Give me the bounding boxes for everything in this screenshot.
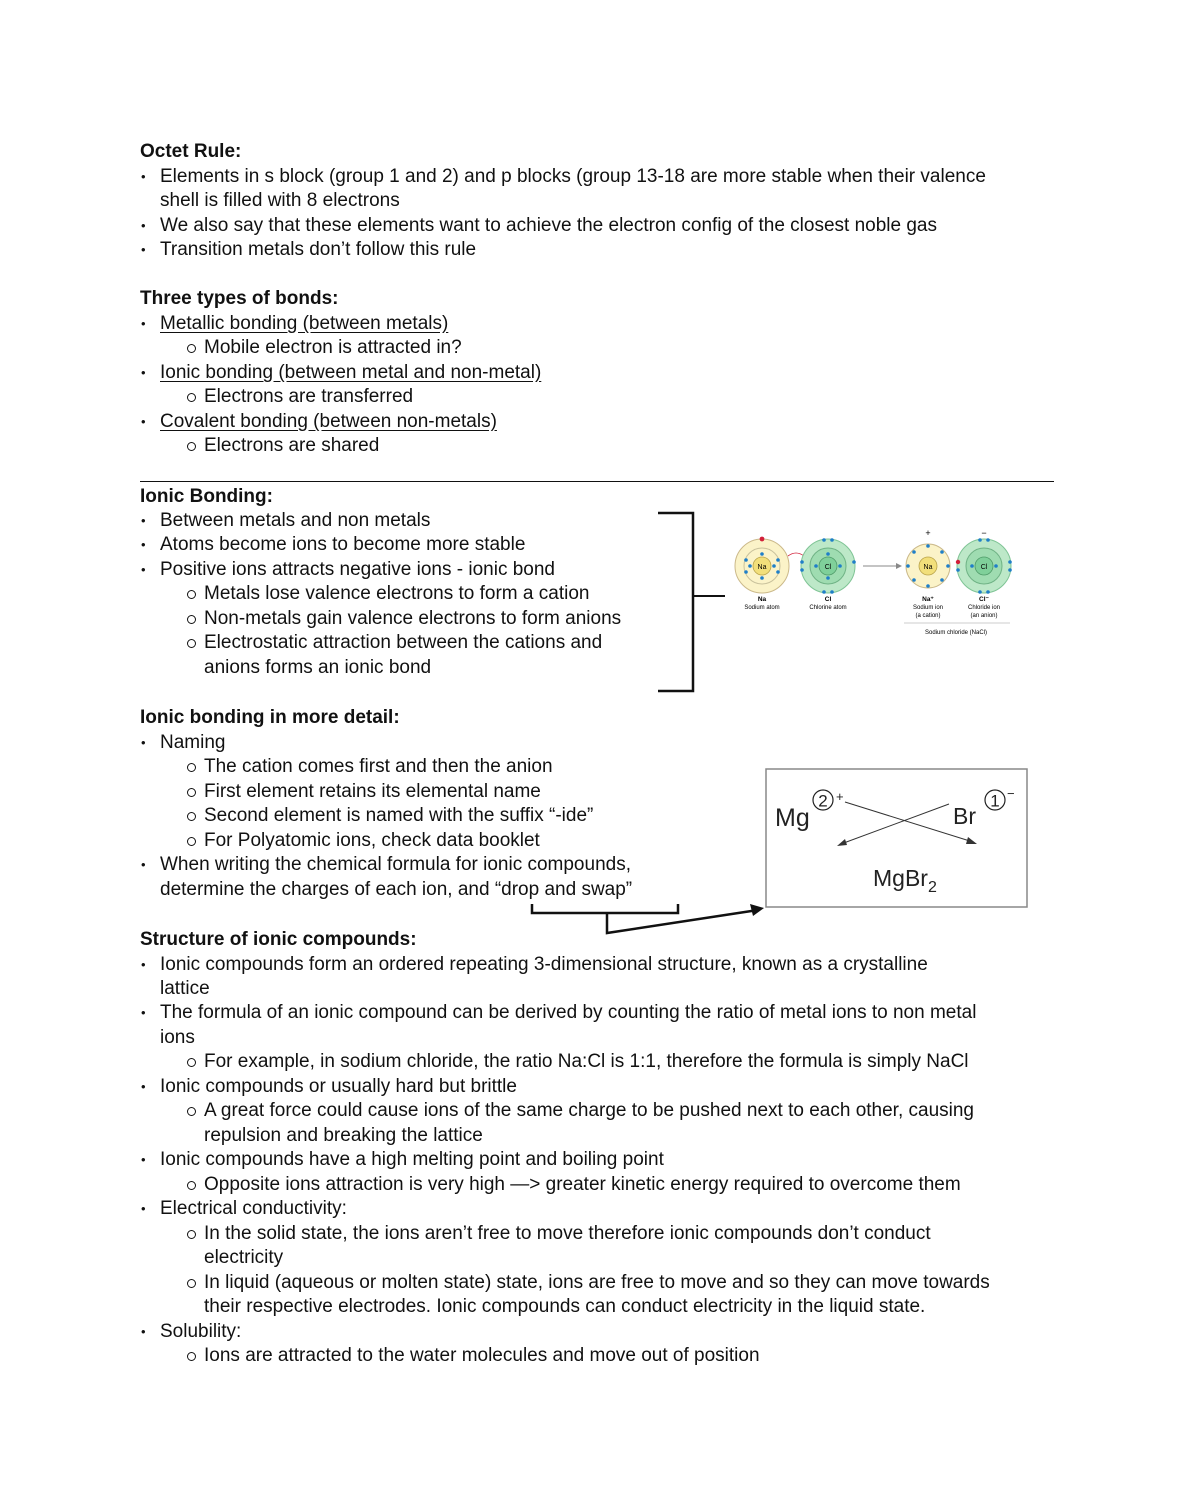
structure-bullet-5-sub-1-line-2: electricity xyxy=(204,1247,284,1268)
ionic-bonding-sub: Electrons are transferred xyxy=(204,386,414,407)
naming-sub-3: Second element is named with the suffix “-ide” xyxy=(204,805,594,826)
bullet-icon: • xyxy=(141,365,146,380)
circle-bullet-icon xyxy=(187,1107,196,1116)
bullet-icon: • xyxy=(141,218,146,233)
structure-bullet-2-line-1: The formula of an ionic compound can be derived by counting the ratio of metal ions to non metal xyxy=(160,1002,977,1023)
structure-bullet-1-line-1: Ionic compounds form an ordered repeating 3-dimensional structure, known as a crystalline xyxy=(160,954,928,975)
na-atom-label: Na xyxy=(757,596,767,603)
cl-ion-symbol: Cl xyxy=(980,564,988,571)
bullet-icon: • xyxy=(141,735,146,750)
circle-bullet-icon xyxy=(187,1230,196,1239)
metallic-bonding-item: Metallic bonding (between metals) xyxy=(160,313,449,334)
na-symbol: Na xyxy=(757,564,767,571)
structure-bullet-1-line-2: lattice xyxy=(160,978,210,999)
bullet-icon: • xyxy=(141,316,146,331)
na-atom-caption: Sodium atom xyxy=(744,605,780,611)
circle-bullet-icon xyxy=(187,1352,196,1361)
bullet-icon: • xyxy=(141,957,146,972)
plus-sign: + xyxy=(925,528,931,538)
naming-item: Naming xyxy=(160,732,226,753)
mgbr2-formula: MgBr$_2$ xyxy=(873,865,937,896)
circle-bullet-icon xyxy=(187,1279,196,1288)
structure-bullet-6: Solubility: xyxy=(160,1321,242,1342)
heading-ionic-bonding-detail: Ionic bonding in more detail: xyxy=(140,707,400,728)
structure-bullet-4-sub: Opposite ions attraction is very high —> greater kinetic energy required to overcome them xyxy=(204,1174,961,1195)
ionic-bullet-1: Between metals and non metals xyxy=(160,510,431,531)
bullet-icon: • xyxy=(141,857,146,872)
naming-sub-1: The cation comes first and then the anion xyxy=(204,756,553,777)
heading-structure: Structure of ionic compounds: xyxy=(140,929,417,950)
structure-bullet-4: Ionic compounds have a high melting point and boiling point xyxy=(160,1149,664,1170)
circle-bullet-icon xyxy=(187,615,196,624)
circle-bullet-icon xyxy=(187,393,196,402)
naming-sub-4: For Polyatomic ions, check data booklet xyxy=(204,830,540,851)
sodium-ion xyxy=(906,528,950,588)
circle-bullet-icon xyxy=(187,788,196,797)
circle-bullet-icon xyxy=(187,442,196,451)
heading-three-types-of-bonds: Three types of bonds: xyxy=(140,288,339,309)
circle-bullet-icon xyxy=(187,763,196,772)
cl-symbol: Cl xyxy=(824,564,832,571)
structure-bullet-2-line-2: ions xyxy=(160,1027,195,1048)
octet-bullet-1-line-2: shell is filled with 8 electrons xyxy=(160,190,400,211)
bullet-icon: • xyxy=(141,562,146,577)
structure-bullet-6-sub: Ions are attracted to the water molecules and move out of position xyxy=(204,1345,760,1366)
circle-bullet-icon xyxy=(187,837,196,846)
drop-swap-arrow xyxy=(520,895,770,940)
bullet-icon: • xyxy=(141,1324,146,1339)
bullet-icon: • xyxy=(141,1079,146,1094)
metallic-bonding-sub: Mobile electron is attracted in? xyxy=(204,337,462,358)
ionic-bonding-item: Ionic bonding (between metal and non-metal) xyxy=(160,362,542,383)
formula-line-1: When writing the chemical formula for ionic compounds, xyxy=(160,854,631,875)
bullet-icon: • xyxy=(141,1152,146,1167)
ionic-sub-3-line-2: anions forms an ionic bond xyxy=(204,657,432,678)
nacl-caption: Sodium chloride (NaCl) xyxy=(924,630,988,636)
cl-ion-caption-1: Chloride ion xyxy=(967,605,1001,611)
structure-bullet-3: Ionic compounds or usually hard but brittle xyxy=(160,1076,517,1097)
br-charge-sign: − xyxy=(1007,786,1015,801)
ionic-bullet-3: Positive ions attracts negative ions - ionic bond xyxy=(160,559,555,580)
circle-bullet-icon xyxy=(187,344,196,353)
mgbr2-drop-swap-diagram xyxy=(765,768,1029,910)
bullet-icon: • xyxy=(141,242,146,257)
bullet-icon: • xyxy=(141,169,146,184)
cl-atom-label: Cl xyxy=(824,596,832,603)
bullet-icon: • xyxy=(141,414,146,429)
circle-bullet-icon xyxy=(187,1181,196,1190)
bullet-icon: • xyxy=(141,513,146,528)
br-symbol: Br xyxy=(953,803,976,829)
section-divider xyxy=(140,481,1054,482)
cl-ion-caption-2: (an anion) xyxy=(970,613,998,619)
chlorine-atom xyxy=(800,538,856,594)
mg-charge: 2 xyxy=(818,791,828,811)
bullet-icon: • xyxy=(141,1201,146,1216)
structure-bullet-5: Electrical conductivity: xyxy=(160,1198,347,1219)
structure-bullet-5-sub-2-line-2: their respective electrodes. Ionic compounds can conduct electricity in the liquid state. xyxy=(204,1296,926,1317)
circle-bullet-icon xyxy=(187,1058,196,1067)
mg-charge-sign: + xyxy=(836,789,844,804)
minus-sign: − xyxy=(981,528,987,538)
ionic-sub-3-line-1: Electrostatic attraction between the cations and xyxy=(204,632,603,653)
br-charge: 1 xyxy=(990,791,1000,811)
ionic-sub-2: Non-metals gain valence electrons to form anions xyxy=(204,608,622,629)
structure-bullet-2-sub: For example, in sodium chloride, the ratio Na:Cl is 1:1, therefore the formula is simply NaCl xyxy=(204,1051,969,1072)
covalent-bonding-item: Covalent bonding (between non-metals) xyxy=(160,411,497,432)
structure-bullet-5-sub-2-line-1: In liquid (aqueous or molten state) state, ions are free to move and so they can move towards xyxy=(204,1272,990,1293)
na-ion-label: Na⁺ xyxy=(922,596,934,603)
circle-bullet-icon xyxy=(187,812,196,821)
cl-ion-label: Cl⁻ xyxy=(979,596,989,603)
octet-bullet-2: We also say that these elements want to achieve the electron config of the closest noble gas xyxy=(160,215,937,236)
covalent-bonding-sub: Electrons are shared xyxy=(204,435,380,456)
heading-octet-rule: Octet Rule: xyxy=(140,141,242,162)
structure-bullet-3-sub-line-2: repulsion and breaking the lattice xyxy=(204,1125,483,1146)
bullet-icon: • xyxy=(141,537,146,552)
nacl-electron-diagram xyxy=(730,526,1020,641)
octet-bullet-3: Transition metals don’t follow this rule xyxy=(160,239,477,260)
ionic-sub-1: Metals lose valence electrons to form a cation xyxy=(204,583,590,604)
na-ion-caption-2: (a cation) xyxy=(915,613,941,619)
chloride-ion xyxy=(956,528,1012,594)
formula-line-2: determine the charges of each ion, and “drop and swap” xyxy=(160,879,633,900)
bracket-connector xyxy=(655,510,700,695)
mg-symbol: Mg xyxy=(775,804,810,832)
bullet-icon: • xyxy=(141,1005,146,1020)
na-ion-caption-1: Sodium ion xyxy=(912,605,944,611)
cl-atom-caption: Chlorine atom xyxy=(809,605,847,611)
circle-bullet-icon xyxy=(187,639,196,648)
ionic-bullet-2: Atoms become ions to become more stable xyxy=(160,534,526,555)
structure-bullet-3-sub-line-1: A great force could cause ions of the same charge to be pushed next to each other, causing xyxy=(204,1100,975,1121)
circle-bullet-icon xyxy=(187,590,196,599)
naming-sub-2: First element retains its elemental name xyxy=(204,781,541,802)
heading-ionic-bonding: Ionic Bonding: xyxy=(140,486,273,507)
structure-bullet-5-sub-1-line-1: In the solid state, the ions aren’t free to move therefore ionic compounds don’t conduct xyxy=(204,1223,931,1244)
na-ion-symbol: Na xyxy=(923,564,933,571)
bracket-tail xyxy=(697,594,727,598)
sodium-atom xyxy=(735,537,789,593)
octet-bullet-1-line-1: Elements in s block (group 1 and 2) and p blocks (group 13-18 are more stable when their valence xyxy=(160,166,986,187)
